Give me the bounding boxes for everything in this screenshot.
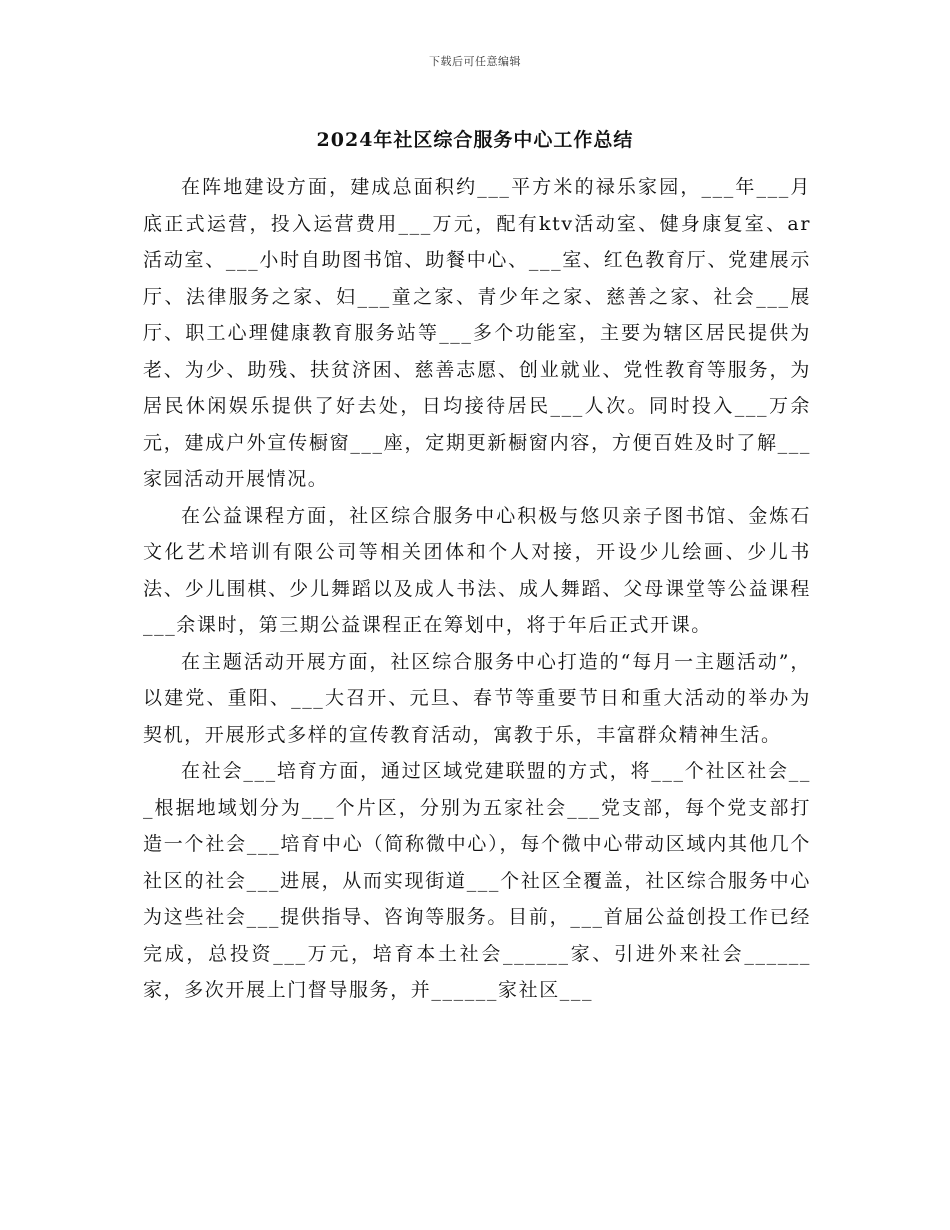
paragraph-activities: 在主题活动开展方面，社区综合服务中心打造的“每月一主题活动”，以建党、重阳、___大召开、元旦、春节等重要节日和重大活动的举办为契机，开展形式多样的宣传教育活动，寓教于乐，丰富群众精神生活。 (143, 650, 811, 746)
header-note: 下载后可任意编辑 (429, 55, 521, 68)
document-body (143, 169, 811, 1009)
paragraph-courses: 在公益课程方面，社区综合服务中心积极与悠贝亲子图书馆、金炼石文化艺术培训有限公司等相关团体和个人对接，开设少儿绘画、少儿书法、少儿围棋、少儿舞蹈以及成人书法、成人舞蹈、父母课堂等公益课程___余课时，第三期公益课程正在筹划中，将于年后正式开课。 (143, 504, 811, 636)
document-title: 2024年社区综合服务中心工作总结 (316, 129, 634, 151)
paragraph-facilities: 在阵地建设方面，建成总面积约___平方米的禄乐家园，___年___月底正式运营，投入运营费用___万元，配有ktv活动室、健身康复室、ar活动室、___小时自助图书馆、助餐中心、___室、红色教育厅、党建展示厅、法律服务之家、妇___童之家、青少年之家、慈善之家、社会___展厅、职工心理健康教育服务站等___多个功能室，主要为辖区居民提供为老、为少、助残、扶贫济困、慈善志愿、创业就业、党性教育等服务，为居民休闲娱乐提供了好去处，日均接待居民___人次。同时投入___万余元，建成户外宣传橱窗___座，定期更新橱窗内容，方便百姓及时了解___家园活动开展情况。 (143, 176, 811, 490)
paragraph-social-organizations: 在社会___培育方面，通过区域党建联盟的方式，将___个社区社会___根据地域划分为___个片区，分别为五家社会___党支部，每个党支部打造一个社会___培育中心（简称微中心），每个微中心带动区域内其他几个社区的社会___进展，从而实现街道___个社区全覆盖，社区综合服务中心为这些社会___提供指导、咨询等服务。目前，___首届公益创投工作已经完成，总投资___万元，培育本土社会______家、引进外来社会______家，多次开展上门督导服务，并______家社区___ (143, 760, 811, 1001)
